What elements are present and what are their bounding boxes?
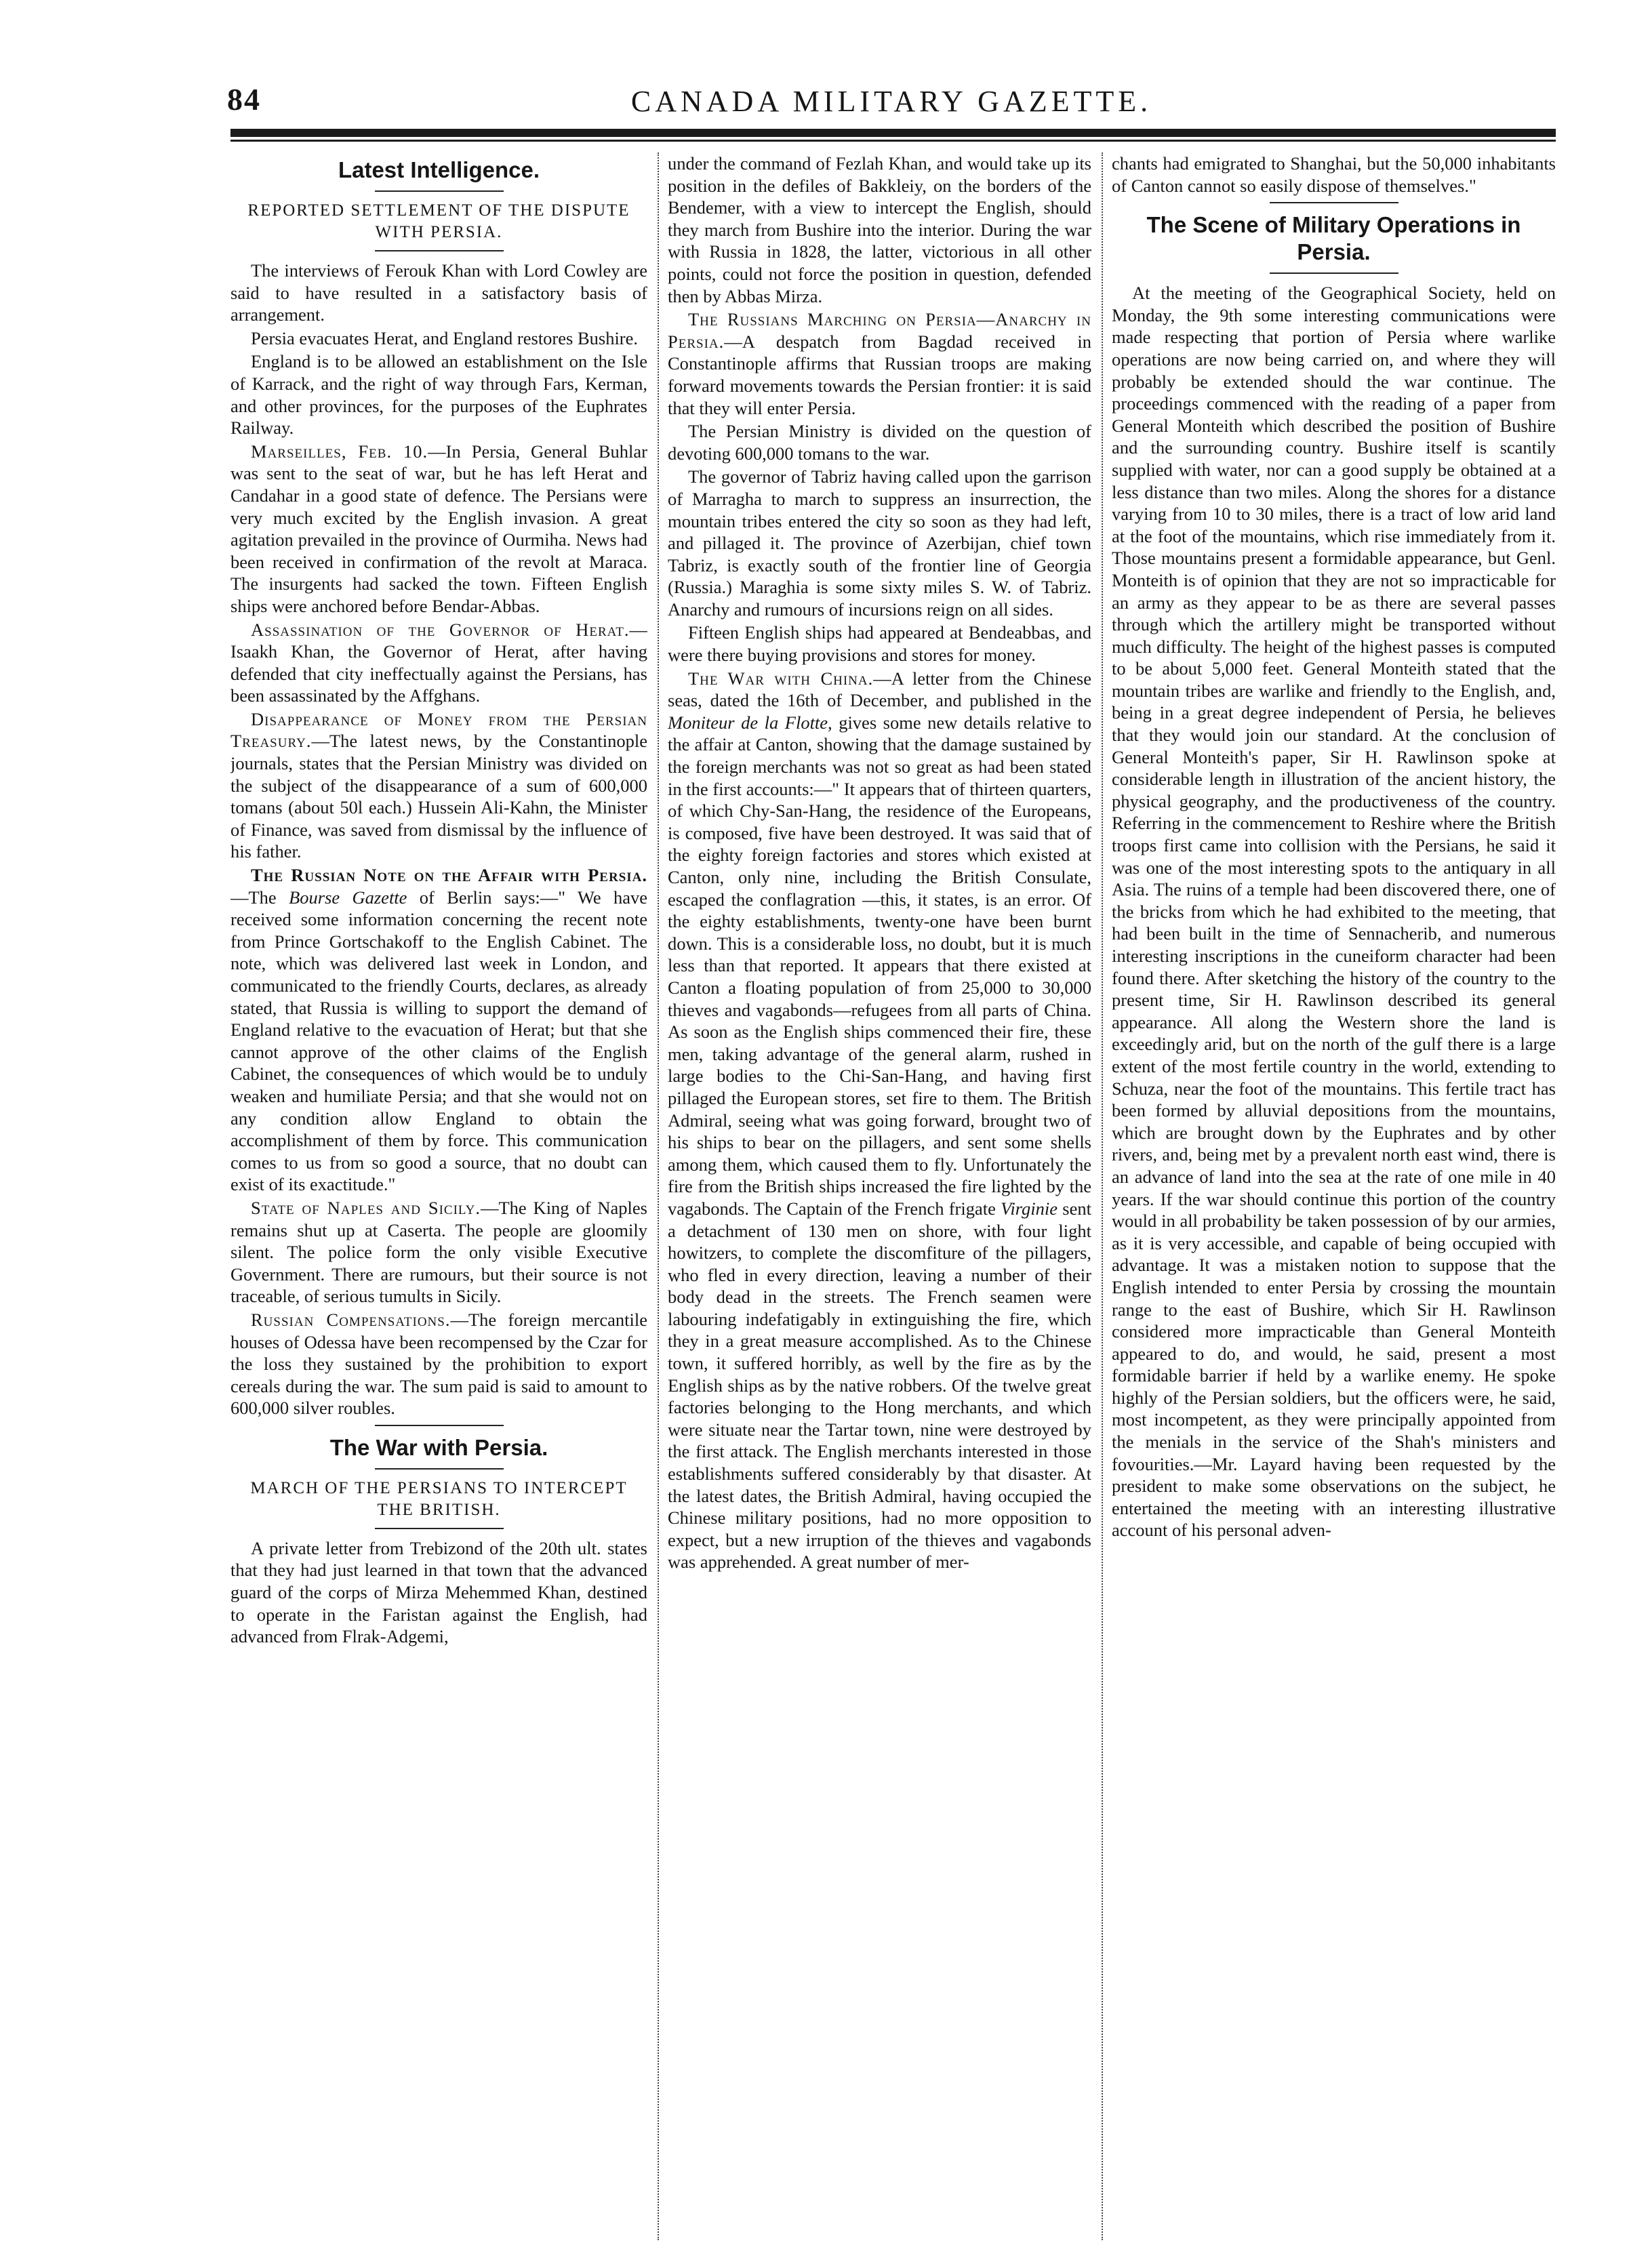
item-lead: State of Naples and Sicily. xyxy=(251,1197,481,1218)
item-lead: The War with China. xyxy=(688,668,874,689)
article-paragraph: The governor of Tabriz having called upon the garrison of Marragha to march to suppress an insurrection, the mountain tribes entered the city so soon as they had left, and pillaged it. The province of Azerbijan, chief town Tabriz, is exactly south of the frontier line of Georgia (Russia.) Maraghia is some sixty miles S. W. of Tabriz. Anarchy and rumours of incursions reign on all sides. xyxy=(668,466,1091,620)
war-with-persia-heading: The War with Persia. xyxy=(329,1434,548,1460)
war-with-china-item xyxy=(668,668,1091,1573)
march-subheading: MARCH OF THE PERSIANS TO INTERCEPT THE BRITISH. xyxy=(250,1478,628,1519)
newspaper-name: Bourse Gazette xyxy=(289,887,407,908)
item-text: —A letter from the Chinese seas, dated the 16th of December, and published in the xyxy=(668,668,1091,711)
marseilles-item xyxy=(230,441,647,617)
column-1 xyxy=(230,153,647,2240)
russian-note-item xyxy=(230,864,647,1196)
item-lead: The Russian Note on the Affair with Persia. xyxy=(251,865,647,886)
item-text: —The xyxy=(230,887,289,908)
ship-name: Virginie xyxy=(1001,1198,1058,1219)
column-divider xyxy=(1102,153,1103,2240)
military-operations-heading: The Scene of Military Operations in Persia. xyxy=(1146,212,1521,265)
short-rule xyxy=(1270,272,1398,274)
money-item xyxy=(230,708,647,863)
item-text: —A despatch from Bagdad received in Constantinople affirms that Russian troops are making forward movements towards the Persian frontier: it is said that they will enter Persia. xyxy=(668,331,1091,418)
article-paragraph: Persia evacuates Herat, and England restores Bushire. xyxy=(251,327,639,348)
short-rule xyxy=(375,190,504,192)
item-text: —The latest news, by the Constantinople journals, states that the Persian Ministry was divided on the subject of the disappearance of a sum of 600,000 tomans (about 50l each.) Hussein Ali-Kahn, the Minister of Finance, was saved from dismissal by the influence of his father. xyxy=(230,731,647,862)
item-text: —In Persia, General Buhlar was sent to the seat of war, but he has left Herat and Candahar in a good state of defence. The Persians were very much excited by the English invasion. A great agitation prevailed in the province of Ourmiha. News had been received in confirmation of the revolt at Maraca. The insurgents had sacked the town. Fifteen English ships were anchored before Bendar-Abbas. xyxy=(230,441,647,616)
short-rule xyxy=(375,1528,504,1529)
naples-item xyxy=(230,1197,647,1308)
item-lead: Assassination of the Governor of Herat. xyxy=(251,619,630,640)
journal-title: CANADA MILITARY GAZETTE. xyxy=(630,85,1152,118)
settlement-subheading: REPORTED SETTLEMENT OF THE DISPUTE WITH PERSIA. xyxy=(247,201,630,241)
short-rule xyxy=(1270,202,1398,203)
article-paragraph: At the meeting of the Geographical Society, held on Monday, the 9th some interesting communications were made respecting that portion of Persia where warlike operations are now being carried on, and where they will probably be extended should the war continue. The proceedings commenced with the reading of a paper from General Monteith which described the position of Bushire and the surrounding country. Bushire itself is scantily supplied with water, nor can a good supply be obtained at a less distance than two miles. Along the shores for a distance varying from 10 to 30 miles, there is a tract of low arid land at the foot of the mountains, which rise immediately from it. Those mountains present a formidable appearance, but Genl. Monteith is of opinion that they are not so impracticable for an army as they appear to be as there are several passes through which the artillery might be transported without much difficulty. The height of the highest passes is computed to be about 5,000 feet. General Monteith stated that the mountain tribes are warlike and friendly to the English, and, being in a great degree independent of Persia, he believes that they would join our standard. At the conclusion of General Monteith's paper, Sir H. Rawlinson spoke at considerable length in illustration of the ancient history, the physical geography, and the productiveness of the country. Referring in the commencement to Reshire where the British troops first came into collision with the Persians, he said it was one of the most interesting spots to the antiquary in all Asia. The ruins of a temple had been discovered there, one of the bricks from which he had exhibited to the meeting, that had been built in the time of Sennacherib, and numerous interesting inscriptions in the cuneiform character had been found there. After sketching the history of the country to the present time, Sir H. Rawlinson described its general appearance. All along the Western shore the land is exceedingly arid, but on the north of the gulf there is a large extent of the most fertile country in the world, extending to Schuza, near the foot of the mountains. This fertile tract has been formed by alluvial depositions from the mountains, which are brought down by the Euphrates and by other rivers, and, being met by a prevalent north east wind, there is an advance of land into the sea at the rate of one mile in 40 years. If the war should continue this portion of the country would in all probability be taken possession of by our armies, as it is very accessible, and capable of being occupied with advantage. It was a mistaken notion to suppose that the English intended to enter Persia by crossing the mountain range to the east of Bushire, which Sir H. Rawlinson considered more impracticable than General Monteith appeared to do, and would, he said, present a most formidable barrier if held by a warlike enemy. He spoke highly of the Persian soldiers, but the officers were, he said, most incompetent, as they were principally appointed from the menials in the service of the Shah's ministers and fovourities.—Mr. Layard having been requested by the president to make some observations on the subject, he entertained the meeting with an interesting illustrative account of his personal adven- xyxy=(1112,283,1556,1541)
masthead-rule-thick xyxy=(230,129,1556,137)
short-rule xyxy=(375,1425,504,1426)
article-paragraph: under the command of Fezlah Khan, and would take up its position in the defiles of Bakkleiy, on the borders of the Bendemer, with a view to intercept the English, should they march from Bushire into the interior. During the war with Russia in 1828, the latter, victorious in all other points, could not force the position in question, defended then by Abbas Mirza. xyxy=(668,153,1091,306)
compensations-item xyxy=(230,1309,647,1419)
latest-intelligence-heading: Latest Intelligence. xyxy=(338,157,540,182)
article-paragraph: Fifteen English ships had appeared at Bendeabbas, and were there buying provisions and stores for money. xyxy=(668,622,1091,666)
short-rule xyxy=(375,250,504,251)
item-lead: Russian Compensations. xyxy=(251,1309,451,1330)
masthead-rule-thin xyxy=(230,140,1556,142)
russians-marching-item xyxy=(668,308,1091,419)
column-2 xyxy=(668,153,1091,2240)
article-paragraph: England is to be allowed an establishment on the Isle of Karrack, and the right of way through Fars, Kerman, and other provinces, for the purposes of the Euphrates Railway. xyxy=(230,351,647,439)
item-text: —Isaakh Khan, the Governor of Herat, after having defended that city ineffectually against the Persians, has been assassinated by the Affghans. xyxy=(230,619,647,706)
article-paragraph: A private letter from Trebizond of the 20th ult. states that they had just learned in that town that the advanced guard of the corps of Mirza Mehemmed Khan, destined to operate in the Faristan against the English, had advanced from Flrak-Adgemi, xyxy=(230,1537,647,1647)
article-paragraph: The interviews of Ferouk Khan with Lord Cowley are said to have resulted in a satisfactory basis of arrangement. xyxy=(230,260,647,325)
item-lead: Marseilles, Feb. 10. xyxy=(251,441,428,462)
item-text: gives some new details relative to the affair at Canton, showing that the damage sustained by the foreign merchants was not so great as had been stated in the first accounts:—" It appears that of thirteen quarters, of which Chy-San-Hang, the residence of the Europeans, is composed, five have been destroyed. It was said that of the eighty foreign factories and stores which existed at Canton, only nine, including the British Consulate, escaped the conflagration —this, it states, is an error. Of the eighty establishments, twenty-one have been burnt down. This is a considerable loss, no doubt, but it is much less than that reported. It appears that there existed at Canton a floating population of from 25,000 to 30,000 thieves and vagabonds—refugees from all parts of China. As soon as the English ships commenced their fire, these men, taking advantage of the general alarm, rushed in large bodies to the Chi-San-Hang, and having first pillaged the European stores, set fire to them. The British Admiral, seeing what was going forward, brought two of his ships to bear on the pillagers, and sent some shells among them, which caused them to fly. Unfortunately the fire from the British ships increased the fire lighted by the vagabonds. The Captain of the French frigate xyxy=(668,712,1091,1219)
item-text: —The foreign mercantile houses of Odessa have been recompensed by the Czar for the loss they sustained by the prohibition to export cereals during the war. The sum paid is said to amount to 600,000 silver roubles. xyxy=(230,1309,647,1419)
item-text: of Berlin says:—" We have received some information concerning the recent note from Prince Gortschakoff to the English Cabinet. The note, which was delivered last week in London, and communicated to the friendly Courts, declares, as already stated, that Russia is willing to support the demand of England relative to the evacuation of Herat; but that she cannot approve of the other claims of the English Cabinet, the consequences of which would be to unduly weaken and humiliate Persia; and that she would not on any condition allow England to obtain the accomplishment of them by force. This communication comes to us from so good a source, that no doubt can exist of its exactitude." xyxy=(230,887,647,1195)
item-text: —The King of Naples remains shut up at Caserta. The people are gloomily silent. The police form the only visible Executive Government. There are rumours, but their source is not traceable, of serious tumults in Sicily. xyxy=(230,1197,647,1307)
article-paragraph: chants had emigrated to Shanghai, but the 50,000 inhabitants of Canton cannot so easily dispose of themselves." xyxy=(1112,153,1556,196)
short-rule xyxy=(375,1468,504,1470)
item-lead: The Russians Marching on Persia—Anarchy in Persia. xyxy=(668,309,1091,352)
article-paragraph: The Persian Ministry is divided on the question of devoting 600,000 tomans to the war. xyxy=(668,421,1091,464)
assassination-item xyxy=(230,619,647,707)
column-divider xyxy=(658,153,659,2240)
page-number: 84 xyxy=(227,82,261,117)
item-text: sent a detachment of 130 men on shore, with four light howitzers, to complete the discomfiture of the pillagers, who fled in every direction, leaving a number of their body dead in the streets. The French seamen were labouring indefatigably in extinguishing the fire, which they in a great measure accomplished. As to the Chinese town, it suffered horribly, as well by the fire as by the English ships as by the native robbers. Of the twelve great factories belonging to the Hong merchants, and which were situate near the Tartar town, nine were destroyed by the first attack. The English merchants interested in those establishments suffered considerably by that disaster. At the latest dates, the British Admiral, having occupied the Chinese military positions, had no more opposition to expect, but a new irruption of the thieves and vagabonds was apprehended. A great number of mer- xyxy=(668,1198,1091,1573)
item-lead: Disappearance of Money from the Persian Treasury. xyxy=(230,708,647,752)
newspaper-name: Moniteur de la Flotte, xyxy=(668,712,832,733)
masthead xyxy=(227,81,1556,122)
column-3 xyxy=(1112,153,1556,2240)
